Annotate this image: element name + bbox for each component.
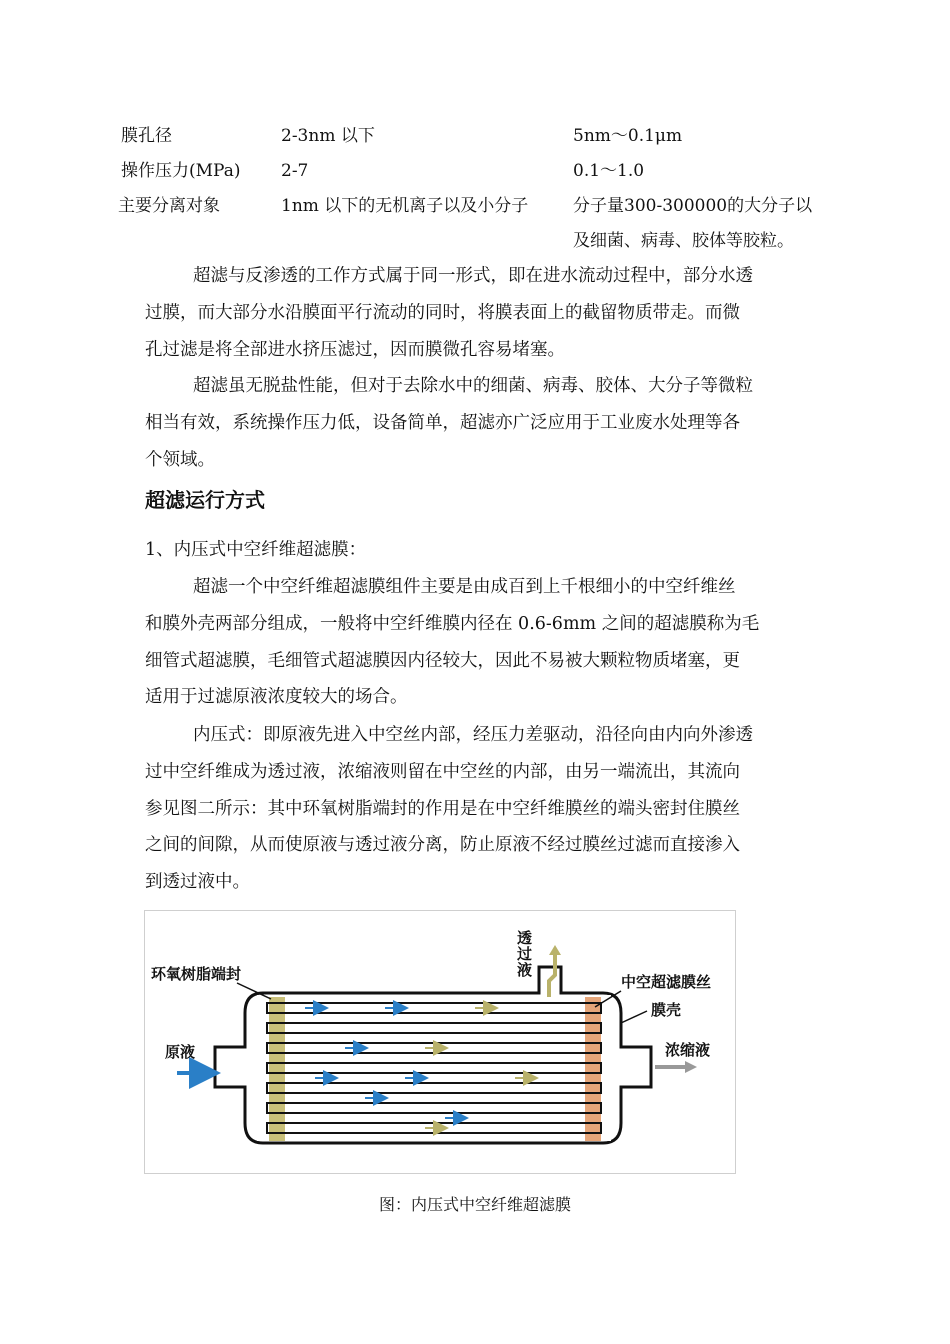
p2-line-1: 超滤虽无脱盐性能，但对于去除水中的细菌、病毒、胶体、大分子等微粒 [193,376,753,396]
label-fiber: 中空超滤膜丝 [621,973,712,991]
paragraph-uf-vs-ro [145,258,813,368]
label-concentrate: 浓缩液 [665,1041,711,1059]
list-item-1 [145,532,813,569]
table-value-uf-target: 分子量300-300000的大分子以 [573,196,813,216]
label-permeate-3: 液 [517,961,533,979]
table-label-pore: 膜孔径 [121,126,172,146]
item1-text: 1、内压式中空纤维超滤膜： [145,540,367,560]
permeate-arrow [549,955,555,997]
label-feed: 原液 [165,1043,196,1061]
table-value-uf-pore: 5nm～0.1μm [573,126,683,146]
table-label-pressure: 操作压力(MPa) [121,161,241,181]
p3-line-1: 超滤一个中空纤维超滤膜组件主要是由成百到上千根细小的中空纤维丝 [193,577,736,597]
p4-line-5: 到透过液中。 [145,872,250,893]
membrane-diagram-svg [145,911,735,1173]
p4-line-4: 之间的间隙，从而使原液与透过液分离，防止原液不经过膜丝过滤而直接渗入 [145,835,740,856]
table-value-uf-pressure: 0.1～1.0 [573,161,645,181]
p3-line-2: 和膜外壳两部分组成，一般将中空纤维膜内径在 0.6-6mm 之间的超滤膜称为毛 [145,613,760,634]
label-permeate-1: 透 [517,929,533,947]
figure-caption: 图：内压式中空纤维超滤膜 [378,1195,571,1214]
p4-line-3: 参见图二所示：其中环氧树脂端封的作用是在中空纤维膜丝的端头密封住膜丝 [145,798,740,819]
label-permeate-2: 过 [517,945,533,963]
epoxy-seal [269,997,285,1141]
p2-line-2: 相当有效，系统操作压力低，设备简单，超滤亦广泛应用于工业废水处理等各 [145,412,740,433]
table-value-ro-target: 1nm 以下的无机离子以及小分子 [281,196,529,216]
membrane-diagram [144,910,736,1174]
p3-line-4: 适用于过滤原液浓度较大的场合。 [145,687,408,708]
label-epoxy: 环氧树脂端封 [151,965,242,983]
p4-line-2: 过中空纤维成为透过液，浓缩液则留在中空丝的内部，由另一端流出，其流向 [145,761,740,782]
table-label-target: 主要分离对象 [118,196,220,216]
label-shell: 膜壳 [651,1001,682,1019]
p3-line-3: 细管式超滤膜，毛细管式超滤膜因内径较大，因此不易被大颗粒物质堵塞，更 [145,650,740,671]
paragraph-uf-applications [145,368,813,478]
p1-line-2: 过膜，而大部分水沿膜面平行流动的同时，将膜表面上的截留物质带走。而微 [145,302,740,323]
table-value-ro-pressure: 2-7 [281,161,309,181]
p4-line-1: 内压式：即原液先进入中空丝内部，经压力差驱动，沿径向由内向外渗透 [193,725,753,745]
p1-line-3: 孔过滤是将全部进水挤压滤过，因而膜微孔容易堵塞。 [145,339,565,360]
p2-line-3: 个领域。 [145,449,215,470]
table-value-uf-target-cont: 及细菌、病毒、胶体等胶粒。 [573,231,794,251]
table-value-ro-pore: 2-3nm 以下 [281,126,375,146]
paragraph-hollow-fiber [145,569,813,716]
p1-line-1: 超滤与反渗透的工作方式属于同一形式，即在进水流动过程中，部分水透 [193,266,753,286]
paragraph-inside-out [145,717,813,901]
section-heading: 超滤运行方式 [145,488,265,512]
end-cap [585,997,601,1141]
